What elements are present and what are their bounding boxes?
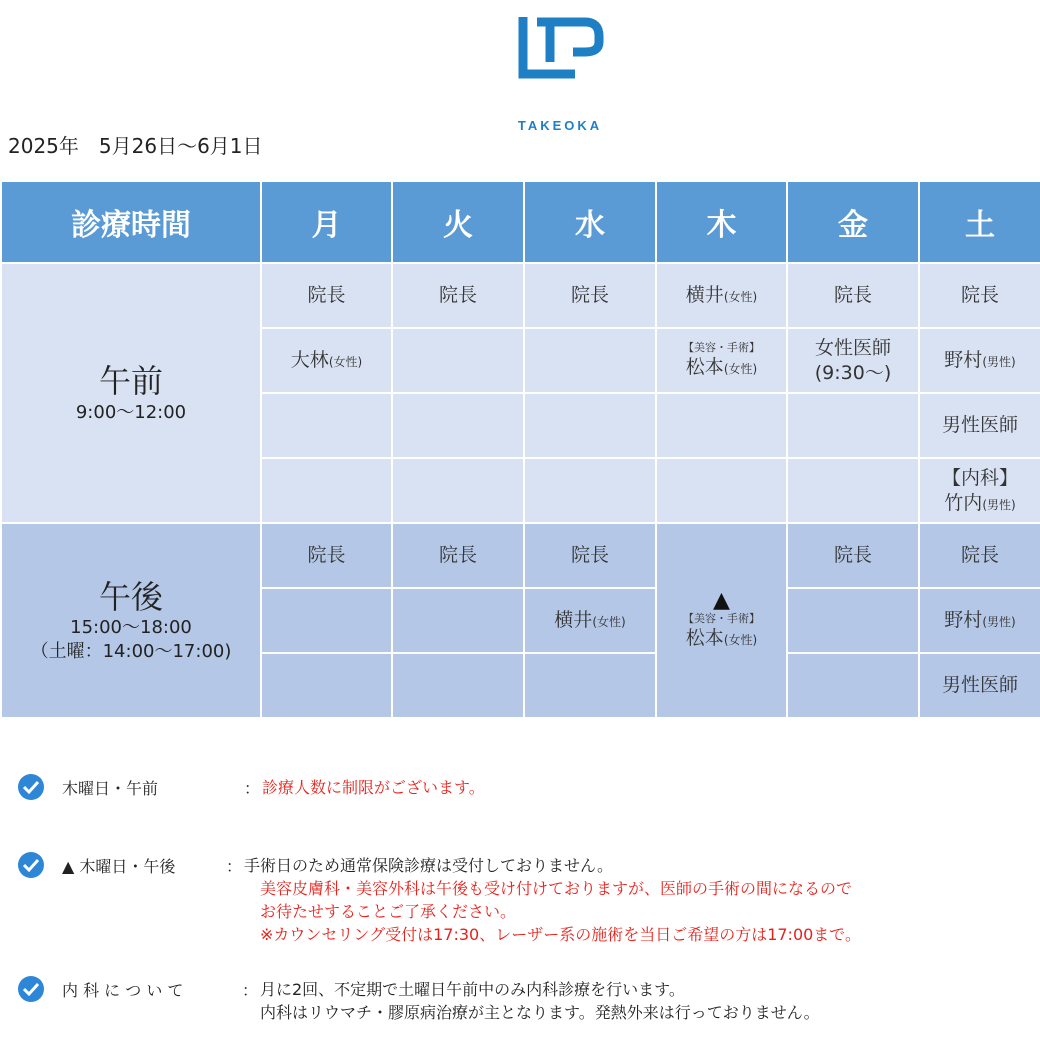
header-day-fri: 金 — [787, 181, 919, 263]
note-text-line-2: 内科はリウマチ・膠原病治療が主となります。発熱外来は行っておりません。 — [260, 1003, 820, 1022]
schedule-table — [0, 180, 1040, 719]
check-circle-icon — [18, 852, 44, 878]
am-thu-name: 横井 — [685, 284, 724, 307]
am-sat-doctor: 院長 — [919, 263, 1040, 328]
week-range: 2025年 5月26日〜6月1日 — [8, 134, 263, 158]
logo-brand-text: TAKEOKA — [517, 118, 603, 133]
pm-sat-gender: (男性) — [982, 615, 1016, 630]
am-time-cell — [1, 263, 261, 523]
takeoka-logo-icon — [515, 12, 605, 92]
am-r3-thu-empty — [656, 393, 787, 458]
pm-mon-doctor: 院長 — [261, 523, 392, 588]
am-mon-doctor-2 — [261, 328, 392, 393]
pm-row-1 — [1, 523, 1040, 588]
am-wed-empty — [524, 328, 656, 393]
am-r3-mon-empty — [261, 393, 392, 458]
note-label: ▲ 木曜日・午後 — [62, 857, 176, 876]
am-r4-tue-empty — [392, 458, 524, 523]
am-r4-mon-empty — [261, 458, 392, 523]
pm-sat-name: 野村 — [944, 609, 983, 632]
pm-wed-doctor: 院長 — [524, 523, 656, 588]
am-range: 9:00〜12:00 — [75, 401, 187, 423]
am-mon-doctor: 院長 — [261, 263, 392, 328]
am-tue-empty — [392, 328, 524, 393]
am-sat-gender: (男性) — [982, 355, 1016, 370]
pm-r3-wed-empty — [524, 653, 656, 718]
header-day-thu: 木 — [656, 181, 787, 263]
pm-label: 午後 — [98, 577, 163, 616]
takeoka-logo — [500, 12, 620, 133]
pm-r2-tue-empty — [392, 588, 524, 653]
am-thu-doctor-2 — [656, 328, 787, 393]
pm-wed-gender: (女性) — [592, 615, 626, 630]
am-fri-line2: (9:30〜) — [814, 361, 892, 384]
pm-wed-doctor-2 — [524, 588, 656, 653]
pm-wed-name: 横井 — [554, 609, 593, 632]
am-label: 午前 — [98, 362, 163, 401]
note-text-line-1: 月に2回、不定期で土曜日午前中のみ内科診療を行います。 — [260, 980, 685, 999]
am-sat-name-4: 竹内 — [944, 491, 983, 514]
pm-thu-name: 松本 — [685, 627, 724, 650]
header-day-wed: 水 — [524, 181, 656, 263]
pm-sat-doctor: 院長 — [919, 523, 1040, 588]
header-row — [1, 181, 1040, 263]
am-thu-dept: 【美容・手術】 — [683, 341, 760, 354]
pm-range-sat: （土曜：14:00〜17:00) — [30, 640, 232, 662]
am-fri-doctor-2 — [787, 328, 919, 393]
header-time: 診療時間 — [1, 181, 261, 263]
pm-sat-doctor-3: 男性医師 — [919, 653, 1040, 718]
pm-thu-mark: ▲ — [713, 588, 730, 613]
check-circle-icon — [18, 976, 44, 1002]
am-row-1 — [1, 263, 1040, 328]
am-sat-doctor-3: 男性医師 — [919, 393, 1040, 458]
pm-thu-gender: (女性) — [723, 633, 758, 648]
pm-r2-fri-empty — [787, 588, 919, 653]
am-thu-name-2: 松本 — [685, 356, 724, 379]
pm-sat-doctor-2 — [919, 588, 1040, 653]
am-tue-doctor: 院長 — [392, 263, 524, 328]
note-text-line-1: 美容皮膚科・美容外科は午後も受け付けておりますが、医師の手術の間になるので — [260, 879, 853, 898]
pm-thu-doctor — [656, 523, 787, 718]
am-wed-doctor: 院長 — [524, 263, 656, 328]
pm-time-cell — [1, 523, 261, 718]
am-fri-line1: 女性医師 — [814, 336, 891, 359]
am-sat-dept: 【内科】 — [941, 466, 1018, 489]
header-day-tue: 火 — [392, 181, 524, 263]
am-thu-gender: (女性) — [723, 290, 758, 305]
header-day-mon: 月 — [261, 181, 392, 263]
note-text-line-2: お待たせすることご了承ください。 — [260, 902, 517, 921]
am-sat-gender-4: (男性) — [982, 497, 1016, 512]
pm-r2-mon-empty — [261, 588, 392, 653]
pm-tue-doctor: 院長 — [392, 523, 524, 588]
am-r3-fri-empty — [787, 393, 919, 458]
note-separator: ： — [226, 857, 243, 876]
am-thu-gender-2: (女性) — [723, 362, 758, 377]
am-sat-doctor-2 — [919, 328, 1040, 393]
pm-thu-dept: 【美容・手術】 — [683, 612, 760, 625]
am-sat-doctor-4 — [919, 458, 1040, 523]
pm-r3-fri-empty — [787, 653, 919, 718]
am-r3-tue-empty — [392, 393, 524, 458]
note-text: 診療人数に制限がございます。 — [262, 778, 485, 797]
check-circle-icon — [18, 774, 44, 800]
pm-fri-doctor: 院長 — [787, 523, 919, 588]
pm-r3-tue-empty — [392, 653, 524, 718]
am-r4-fri-empty — [787, 458, 919, 523]
note-label: 内 科 に つ い て — [62, 981, 184, 1000]
header-day-sat: 土 — [919, 181, 1040, 263]
am-r4-wed-empty — [524, 458, 656, 523]
note-text-line-3: ※カウンセリング受付は17:30、レーザー系の施術を当日ご希望の方は17:00まで。 — [260, 925, 861, 944]
am-sat-name: 野村 — [944, 349, 983, 372]
note-separator: ： — [242, 981, 259, 1000]
note-separator: ： — [244, 779, 261, 798]
am-thu-doctor — [656, 263, 787, 328]
am-mon-gender: (女性) — [328, 355, 363, 370]
pm-r3-mon-empty — [261, 653, 392, 718]
pm-range: 15:00〜18:00 — [70, 617, 192, 639]
note-label: 木曜日・午前 — [62, 779, 159, 798]
am-mon-name: 大林 — [290, 349, 329, 372]
am-r4-thu-empty — [656, 458, 787, 523]
am-fri-doctor: 院長 — [787, 263, 919, 328]
note-text: 手術日のため通常保険診療は受付しておりません。 — [244, 856, 613, 875]
am-r3-wed-empty — [524, 393, 656, 458]
